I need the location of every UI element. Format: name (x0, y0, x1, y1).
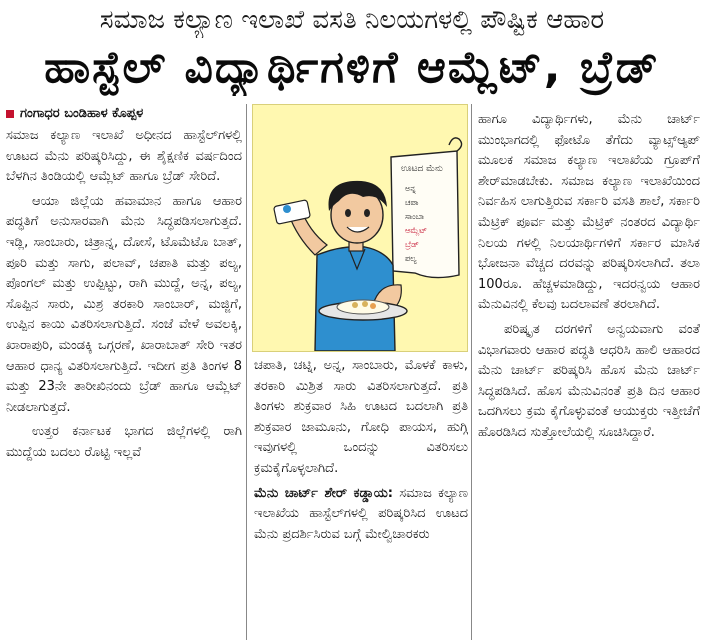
menu-chart-line: ಪಲ್ಯ (405, 254, 417, 263)
menu-chart-line: ಆಮ್ಲೆಟ್ (405, 226, 427, 235)
paragraph: ಹಾಗೂ ವಿದ್ಯಾರ್ಥಿಗಳು, ಮೆನು ಚಾರ್ಟ್ ಮುಂಭಾಗದಲ್ಲಿ ಫೋಟೊ ತೆಗೆದು ವ್ಯಾಟ್ಸ್‌ಆ್ಯಪ್ ಮೂಲಕ ಸಮಾಜ ಕಲ್ಯಾಣ ಇಲಾಖೆಯ ಗ್ರೂಪ್‌ಗೆ ಶೇರ್‌ಮಾಡಬೇಕು. ಸಮಾಜ ಕಲ್ಯಾಣ ಇಲಾಖೆಯಿಂದ ನಿರ್ವಹಿಸ ಲಾಗುತ್ತಿರುವ ಸರ್ಕಾರಿ ವಸತಿ ಶಾಲೆ, ಸರ್ಕಾರಿ ಮೆಟ್ರಿಕ್ ಪೂರ್ವ ಮತ್ತು ಮೆಟ್ರಿಕ್ ನಂತರದ ವಿದ್ಯಾರ್ಥಿ ನಿಲಯ ಗಳಲ್ಲಿ ನಿಲಯಾರ್ಥಿಗಳಿಗೆ ಸರ್ಕಾರ ಮಾಸಿಕ ಭೋಜನಾ ವೆಚ್ಚದ ದರವನ್ನು ಪರಿಷ್ಕರಿಸಲಾಗಿದೆ. ತಲಾ 100ರೂ. ಹೆಚ್ಚಳಮಾಡಿದ್ದು, ಇದರನ್ವಯ ಆಹಾರ ಮೆನುವಿನಲ್ಲಿ ಕೆಲವು ಬದಲಾವಣೆ ತರಲಾಗಿದೆ. (478, 112, 700, 313)
section-subhead: ಮೆನು ಚಾರ್ಟ್ ಶೇರ್ ಕಡ್ಡಾಯ: (254, 485, 393, 501)
article-column-3 (478, 110, 700, 640)
menu-chart-line: ಅನ್ನ (405, 184, 416, 193)
paragraph: ಉತ್ತರ ಕರ್ನಾಟಕ ಭಾಗದ ಜಿಲ್ಲೆಗಳಲ್ಲಿ ರಾಗಿ ಮುದ್ದೆಯ ಬದಲು ರೊಟ್ಟಿ ಇಲ್ಲವೆ (6, 424, 242, 460)
byline-text: ಗಂಗಾಧರ ಬಂಡಿಹಾಳ ಕೊಪ್ಪಳ (20, 106, 144, 121)
raised-arm (274, 200, 327, 255)
byline (6, 104, 246, 124)
menu-chart-line: ಸಾಂಬಾ (405, 212, 424, 221)
article-column-2 (254, 356, 468, 640)
kicker-headline: ಸಮಾಜ ಕಲ್ಯಾಣ ಇಲಾಖೆ ವಸತಿ ನಿಲಯಗಳಲ್ಲಿ ಪೌಷ್ಟಿಕ ಆಹಾರ (99, 5, 605, 35)
menu-chart-line: ಚಪಾ (405, 198, 419, 207)
paragraph: ಸಮಾಜ ಕಲ್ಯಾಣ ಇಲಾಖೆ ಅಧೀನದ ಹಾಸ್ಟೆಲ್‌ಗಳಲ್ಲಿ ಊಟದ ಮೆನು ಪರಿಷ್ಕರಿಸಿದ್ದು, ಈ ಶೈಕ್ಷಣಿಕ ವರ್ಷದಿಂದ ಬೆಳಗಿನ ತಿಂಡಿಯಲ್ಲಿ ಆಮ್ಲೆಟ್ ಹಾಗೂ ಬ್ರೆಡ್ ಸೇರಿದೆ. (6, 128, 242, 185)
menu-chart-line: ಬ್ರೆಡ್ (405, 240, 419, 249)
column-divider (246, 104, 247, 640)
paragraph: ಚಪಾತಿ, ಚಟ್ನಿ, ಅನ್ನ, ಸಾಂಬಾರು, ಮೊಳಕೆ ಕಾಳು, ತರಕಾರಿ ಮಿಶ್ರಿತ ಸಾರು ವಿತರಿಸಲಾಗುತ್ತದೆ. ಪ್ರತಿ ತಿಂಗಳು ಶುಕ್ರವಾರ ಸಿಹಿ ಊಟದ ಬದಲಾಗಿ ಪ್ರತಿ ಶುಕ್ರವಾರ ಜಾಮೂನು, ಗೋಧಿ ಪಾಯಸ, ಹುಗ್ಗಿ ಇವುಗಳಲ್ಲಿ ಒಂದನ್ನು ವಿತರಿಸಲು ಕ್ರಮಕೈಗೊಳ್ಳಲಾಗಿದೆ. (254, 358, 468, 476)
paragraph: ಆಯಾ ಜಿಲ್ಲೆಯ ಹವಾಮಾನ ಹಾಗೂ ಆಹಾರ ಪದ್ಧತಿಗೆ ಅನುಸಾರವಾಗಿ ಮೆನು ಸಿದ್ಧಪಡಿಸಲಾಗುತ್ತದೆ. ಇಡ್ಲಿ, ಸಾಂಬಾರು, ಚಿತ್ರಾನ್ನ, ದೋಸೆ, ಟೊಮೆಟೊ ಬಾತ್, ಪೂರಿ ಮತ್ತು ಸಾಗು, ಪಲಾವ್, ಚಪಾತಿ ಮತ್ತು ಪಲ್ಯ, ಪೊಂಗಲ್ ಮತ್ತು ಉಪ್ಪಿಟ್ಟು, ರಾಗಿ ಮುದ್ದೆ, ಅನ್ನ, ಪಲ್ಯ, ಸೊಪ್ಪಿನ ಸಾರು, ಮಿಶ್ರ ತರಕಾರಿ ಸಾಂಬಾರ್, ಮಜ್ಜಿಗೆ, ಉಪ್ಪಿನ ಕಾಯಿ ವಿತರಿಸಲಾಗುತ್ತಿದೆ. ಸಂಜೆ ವೇಳೆ ಅವಲಕ್ಕಿ, ಖಾರಾಪುರಿ, ಮಂಡಕ್ಕಿ ಒಗ್ಗರಣೆ, ಖಾರಾಬಾತ್ ಸೇರಿ ಇತರ ಆಹಾರ ಧಾನ್ಯ ವಿತರಿಸಲಾಗುತ್ತಿದೆ. ಇದೀಗ ಪ್ರತಿ ತಿಂಗಳ 8 ಮತ್ತು 23ನೇ ತಾರೀಖಿನಂದು ಬ್ರೆಡ್ ಹಾಗೂ ಆಮ್ಲೆಟ್ ನೀಡಲಾಗುತ್ತದೆ. (6, 193, 242, 415)
cartoon-illustration (252, 104, 468, 352)
paragraph: ಪರಿಷ್ಕೃತ ದರಗಳಿಗೆ ಅನ್ವಯವಾಗು ವಂತೆ ವಿಭಾಗವಾರು ಆಹಾರ ಪದ್ಧತಿ ಆಧರಿಸಿ ಹಾಲಿ ಆಹಾರದ ಮೆನು ಚಾರ್ಟ್ ಪರಿಷ್ಕರಿಸಿ ಹೊಸ ಮೆನು ಚಾರ್ಟ್ ಸಿದ್ಧಪಡಿಸಿದೆ. ಹೊಸ ಮೆನುವಿನಂತೆ ಪ್ರತಿ ದಿನ ಆಹಾರ ಒದಗಿಸಲು ಕ್ರಮ ಕೈಗೊಳ್ಳುವಂತೆ ಆಯುಕ್ತರು ಇತ್ತೀಚೆಗೆ ಹೊರಡಿಸಿದ ಸುತ್ತೋಲೆಯಲ್ಲಿ ಸೂಚಿಸಿದ್ದಾರೆ. (478, 321, 700, 440)
menu-chart (391, 138, 462, 278)
cartoon-drawing (253, 105, 467, 351)
menu-chart-title: ಊಟದ ಮೆನು (401, 164, 443, 174)
article-column-1 (6, 126, 242, 640)
boy-head (329, 181, 388, 243)
column-divider (471, 104, 472, 640)
paragraph: ಸಮಾಜ ಕಲ್ಯಾಣ ಇಲಾಖೆಯ ಹಾಸ್ಟೆಲ್‌ಗಳಲ್ಲಿ ಪರಿಷ್ಕರಿಸಿದ ಊಟದ ಮೆನು ಪ್ರದರ್ಶಿಸಿರುವ ಬಗ್ಗೆ ಮೇಲ್ವಿಚಾರಕರು (254, 485, 468, 542)
main-headline: ಹಾಸ್ಟೆಲ್ ವಿದ್ಯಾರ್ಥಿಗಳಿಗೆ ಆಮ್ಲೆಟ್, ಬ್ರೆಡ್ (44, 42, 660, 93)
byline-marker-icon (6, 110, 14, 118)
